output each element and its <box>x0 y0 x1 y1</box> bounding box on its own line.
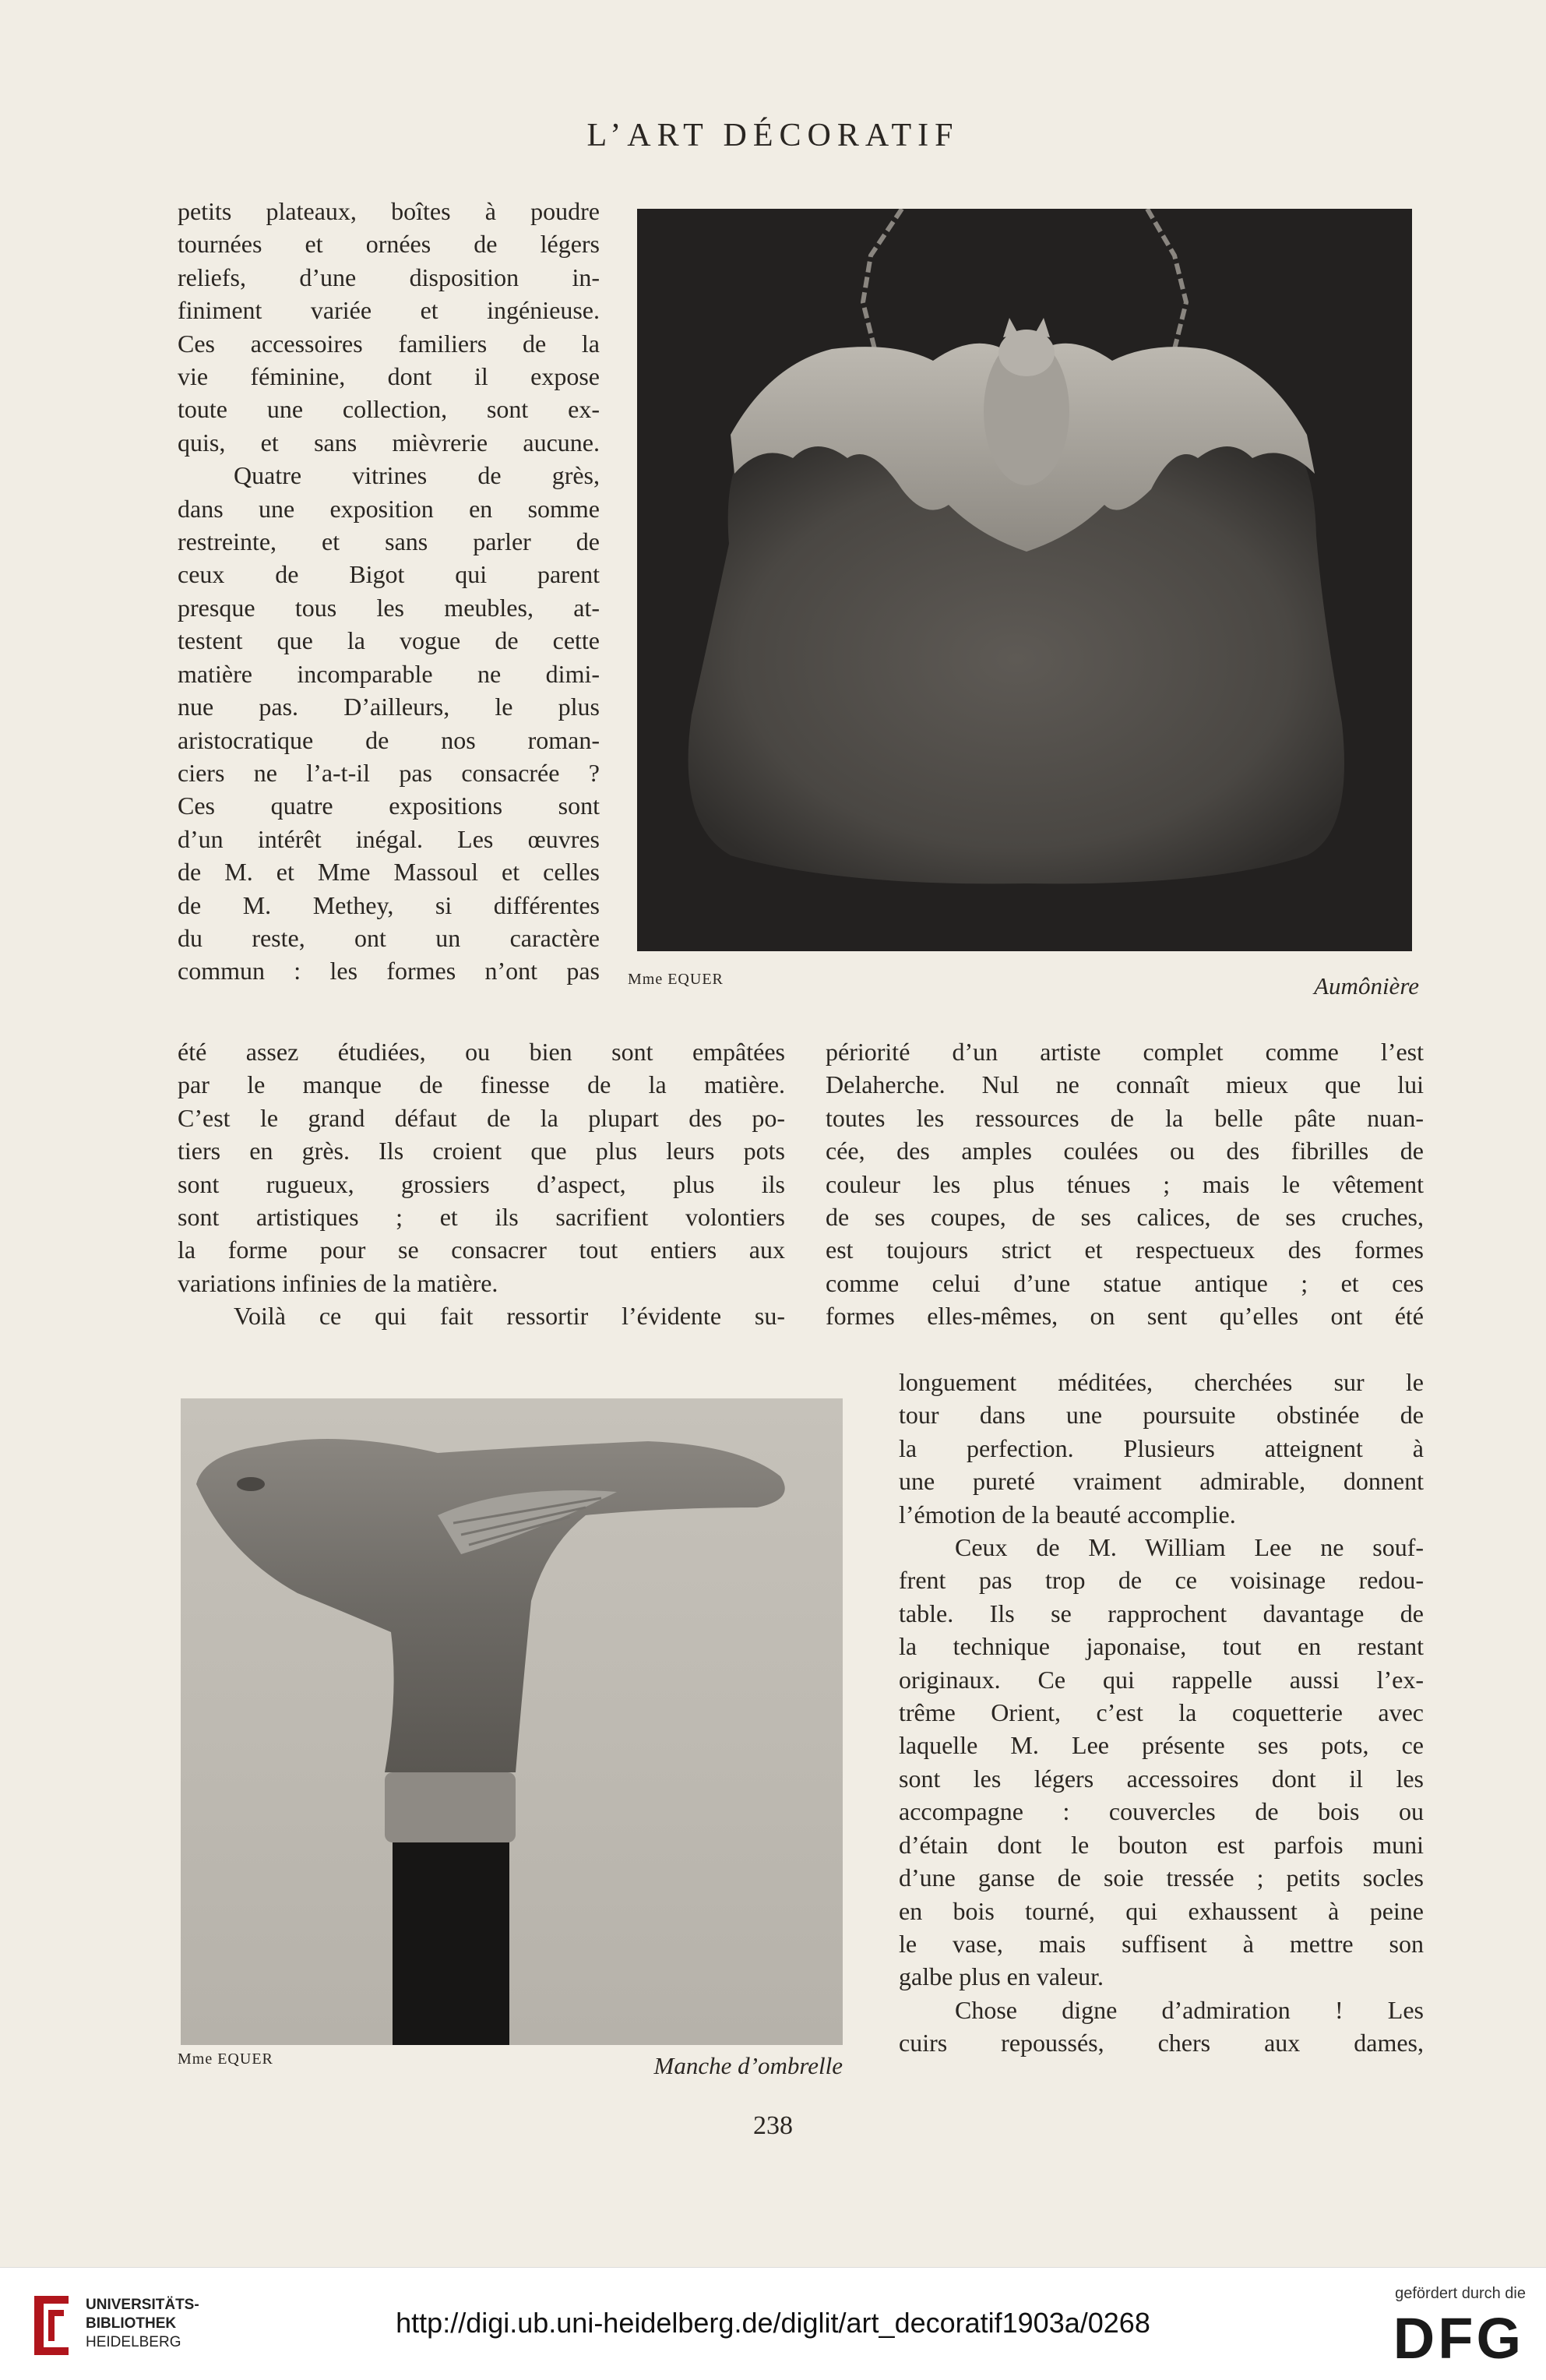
text-line: d’étain dont le bouton est parfois muni <box>899 1830 1424 1859</box>
text-line: matière incomparable ne dimi- <box>178 659 600 688</box>
text-line: par le manque de finesse de la matière. <box>178 1070 785 1099</box>
text-line: été assez étudiées, ou bien sont empâtées <box>178 1038 785 1066</box>
text-line: d’une ganse de soie tressée ; petits socles <box>899 1863 1424 1892</box>
library-name-line: HEIDELBERG <box>86 2334 181 2350</box>
page-number: 238 <box>753 2111 793 2140</box>
text-line: Chose digne d’admiration ! Les <box>955 1995 1424 2024</box>
right-column-wide <box>826 1035 1424 1333</box>
text-line: toutes les ressources de la belle pâte nuan- <box>826 1103 1424 1132</box>
text-line: presque tous les meubles, at- <box>178 593 600 622</box>
text-line: C’est le grand défaut de la plupart des po- <box>178 1103 785 1132</box>
text-line: sont artistiques ; et ils sacrifient volontiers <box>178 1203 785 1232</box>
text-line: le vase, mais suffisent à mettre son <box>899 1929 1424 1958</box>
text-line: reliefs, d’une disposition in- <box>178 263 600 291</box>
text-line: Ceux de M. William Lee ne souf- <box>955 1533 1424 1562</box>
text-line: originaux. Ce qui rappelle aussi l’ex- <box>899 1665 1424 1694</box>
text-line: sont les légers accessoires dont il les <box>899 1764 1424 1793</box>
text-line: d’un intérêt inégal. Les œuvres <box>178 824 600 853</box>
text-line: du reste, ont un caractère <box>178 923 600 952</box>
text-line: la forme pour se consacrer tout entiers aux <box>178 1236 785 1264</box>
text-line: commun : les formes n’ont pas <box>178 957 600 985</box>
text-line: Quatre vitrines de grès, <box>234 461 600 490</box>
library-name-line: UNIVERSITÄTS- <box>86 2297 199 2313</box>
text-line: toute une collection, sont ex- <box>178 395 600 424</box>
text-line: ciers ne l’a-t-il pas consacrée ? <box>178 758 600 787</box>
umbrella-title: Manche d’ombrelle <box>653 2052 843 2079</box>
umbrella-handle-photo <box>181 1398 843 2045</box>
text-line: frent pas trop de ce voisinage redou- <box>899 1566 1424 1595</box>
text-line: restreinte, et sans parler de <box>178 527 600 556</box>
text-line: tour dans une poursuite obstinée de <box>899 1401 1424 1430</box>
text-line: Ces quatre expositions sont <box>178 792 600 820</box>
text-line: testent que la vogue de cette <box>178 626 600 655</box>
library-name-line: BIBLIOTHEK <box>86 2315 177 2332</box>
text-line: comme celui d’une statue antique ; et ces <box>826 1268 1424 1297</box>
text-line: longuement méditées, cherchées sur le <box>899 1368 1424 1396</box>
digitization-footer <box>0 2267 1546 2380</box>
text-line: Ces accessoires familiers de la <box>178 329 600 358</box>
text-line: l’émotion de la beauté accomplie. <box>899 1500 1236 1528</box>
text-line: de ses coupes, de ses calices, de ses cruches, <box>826 1203 1424 1232</box>
text-line: table. Ils se rapprochent davantage de <box>899 1599 1424 1627</box>
text-line: vie féminine, dont il expose <box>178 362 600 391</box>
text-line: laquelle M. Lee présente ses pots, ce <box>899 1731 1424 1760</box>
text-line: ceux de Bigot qui parent <box>178 560 600 589</box>
text-line: une pureté vraiment admirable, donnent <box>899 1467 1424 1496</box>
left-column-top <box>178 195 600 988</box>
text-line: formes elles-mêmes, on sent qu’elles ont été <box>826 1302 1424 1331</box>
text-line: cée, des amples coulées ou des fibrilles de <box>826 1137 1424 1165</box>
text-line: la technique japonaise, tout en restant <box>899 1632 1424 1661</box>
text-line: sont rugueux, grossiers d’aspect, plus ils <box>178 1169 785 1198</box>
right-column-narrow <box>899 1366 1424 2060</box>
text-line: variations infinies de la matière. <box>178 1268 498 1297</box>
text-line: petits plateaux, boîtes à poudre <box>178 197 600 225</box>
source-url-link[interactable]: http://digi.ub.uni-heidelberg.de/diglit/art_decoratif1903a/0268 <box>396 2307 1150 2339</box>
text-line: périorité d’un artiste complet comme l’est <box>826 1038 1424 1066</box>
text-line: de M. Methey, si différentes <box>178 890 600 919</box>
purse-photo <box>637 209 1412 951</box>
purse-title: Aumônière <box>1314 972 1419 1000</box>
text-line: la perfection. Plusieurs atteignent à <box>899 1433 1424 1462</box>
text-line: Delaherche. Nul ne connaît mieux que lui <box>826 1070 1424 1099</box>
text-line: aristocratique de nos roman- <box>178 725 600 754</box>
text-line: est toujours strict et respectueux des formes <box>826 1236 1424 1264</box>
text-line: tournées et ornées de légers <box>178 230 600 259</box>
text-line: galbe plus en valeur. <box>899 1962 1104 1991</box>
purse-credit: Mme EQUER <box>628 971 724 988</box>
running-title: L’ART DÉCORATIF <box>586 118 960 153</box>
text-line: couleur les plus ténues ; mais le vêtement <box>826 1169 1424 1198</box>
text-line: tiers en grès. Ils croient que plus leurs pots <box>178 1137 785 1165</box>
text-line: Voilà ce qui fait ressortir l’évidente su- <box>234 1302 785 1331</box>
umbrella-credit: Mme EQUER <box>178 2050 273 2068</box>
left-column-wide <box>178 1035 785 1333</box>
text-line: trême Orient, c’est la coquetterie avec <box>899 1698 1424 1727</box>
text-line: en bois tourné, qui exhaussent à peine <box>899 1896 1424 1925</box>
dfg-logo: DFG <box>1393 2306 1524 2371</box>
text-line: dans une exposition en somme <box>178 494 600 523</box>
text-line: quis, et sans mièvrerie aucune. <box>178 428 600 457</box>
text-line: nue pas. D’ailleurs, le plus <box>178 693 600 721</box>
text-line: finiment variée et ingénieuse. <box>178 296 600 325</box>
funding-note: gefördert durch die <box>1395 2285 1526 2302</box>
text-line: de M. et Mme Massoul et celles <box>178 858 600 887</box>
text-line: accompagne : couvercles de bois ou <box>899 1797 1424 1826</box>
text-line: cuirs repoussés, chers aux dames, <box>899 2029 1424 2057</box>
